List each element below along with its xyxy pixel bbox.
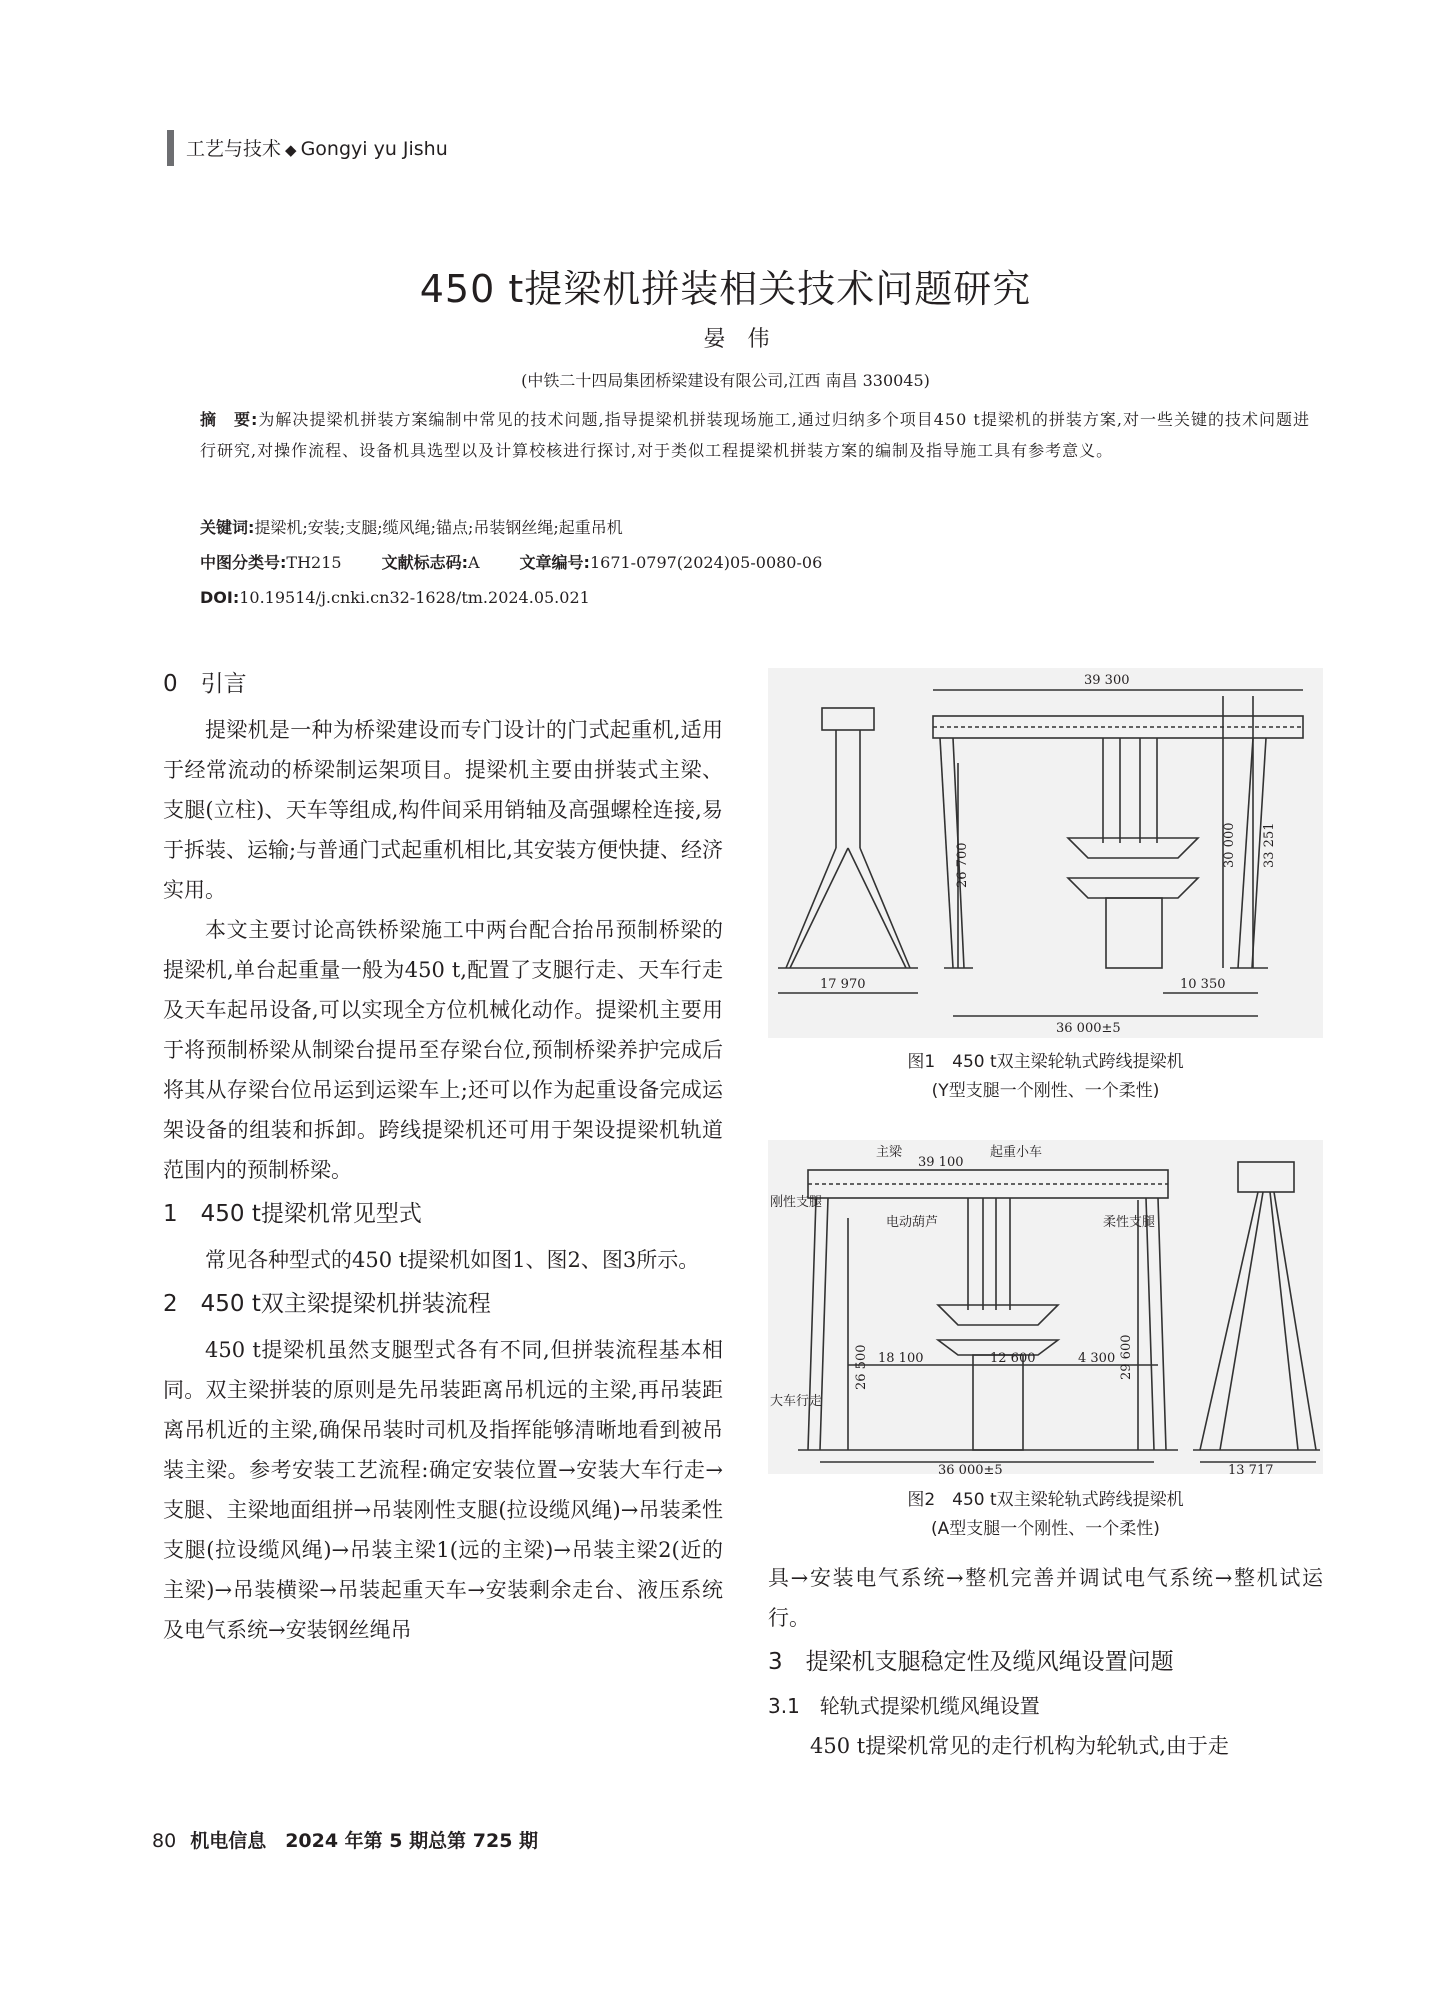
doi [200, 582, 1310, 613]
dim-base: 13 717 [1228, 1463, 1274, 1474]
keywords [200, 512, 1310, 543]
section-0-paragraph-1: 提梁机是一种为桥梁建设而专门设计的门式起重机,适用于经常流动的桥梁制运架项目。提梁机主要由拼装式主梁、支腿(立柱)、天车等组成,构件间采用销轴及高强螺栓连接,易于拆装、运输;与普通门式起重机相比,其安装方便快捷、经济实用。 [163, 718, 723, 902]
left-column [163, 660, 723, 1650]
doi-value: 10.19514/j.cnki.cn32-1628/tm.2024.05.021 [239, 588, 590, 607]
dim-left-h: 26 700 [955, 842, 970, 888]
label-trolley: 起重小车 [990, 1145, 1043, 1160]
doc-code-label: 文献标志码: [381, 553, 468, 572]
doi-label: DOI: [200, 588, 240, 607]
figure-2-caption-line-2: (A型支腿一个刚性、一个柔性) [931, 1519, 1160, 1539]
dim-base-left: 17 970 [820, 977, 866, 992]
clc-label: 中图分类号: [200, 553, 287, 572]
dim-top: 39 100 [918, 1155, 964, 1170]
figure-1-caption [768, 1048, 1323, 1106]
author: 晏伟 [703, 327, 792, 352]
trolley-side-shape [822, 708, 874, 730]
dim-d1: 18 100 [878, 1351, 924, 1366]
section-0-title: 0 引言 [163, 671, 247, 697]
footer [152, 1826, 538, 1853]
column-name: 工艺与技术 [186, 138, 282, 160]
section-2-paragraph-1-continued: 具→安装电气系统→整机完善并调试电气系统→整机试运行。 [768, 1566, 1323, 1630]
column-pinyin: Gongyi yu Jishu [300, 138, 448, 160]
label-rigid-leg: 刚性支腿 [770, 1195, 823, 1210]
right-column [768, 1558, 1323, 1766]
figure-1 [768, 668, 1323, 1038]
classification-line [200, 547, 1310, 578]
label-hoist: 电动葫芦 [886, 1215, 939, 1230]
label-main-beam: 主梁 [876, 1145, 903, 1160]
dim-span: 36 000±5 [1056, 1021, 1121, 1036]
figure-2-caption [768, 1486, 1323, 1544]
section-2-paragraph-1: 450 t提梁机虽然支腿型式各有不同,但拼装流程基本相同。双主梁拼装的原则是先吊装距离吊机远的主梁,再吊装距离吊机近的主梁,确保吊装时司机及指挥能够清晰地看到被吊装主梁。参考安装工艺流程:确定安装位置→安装大车行走→支腿、主梁地面组拼→吊装刚性支腿(拉设缆风绳)→吊装柔性支腿(拉设缆风绳)→吊装主梁1(远的主梁)→吊装主梁2(近的主梁)→吊装横梁→吊装起重天车→安装剩余走台、液压系统及电气系统→安装钢丝绳吊 [163, 1338, 723, 1642]
abstract [200, 404, 1310, 466]
clc-value: TH215 [286, 553, 342, 572]
figure-1-caption-line-1: 图1 450 t双主梁轮轨式跨线提梁机 [907, 1052, 1184, 1072]
figure-2-caption-line-1: 图2 450 t双主梁轮轨式跨线提梁机 [907, 1490, 1184, 1510]
paper-title: 450 t提梁机拼装相关技术问题研究 [419, 267, 1032, 311]
label-travel: 大车行走 [770, 1394, 823, 1409]
section-1-paragraph-1: 常见各种型式的450 t提梁机如图1、图2、图3所示。 [205, 1248, 700, 1272]
dim-d2: 12 600 [990, 1351, 1036, 1366]
dim-top: 39 300 [1084, 673, 1130, 688]
dim-h2: 29 600 [1119, 1334, 1134, 1380]
affiliation: (中铁二十四局集团桥梁建设有限公司,江西 南昌 330045) [521, 371, 930, 390]
dim-right-h2: 33 251 [1262, 822, 1277, 868]
diamond-icon: ◆ [285, 141, 297, 159]
abstract-label: 摘 要: [200, 410, 259, 429]
running-header [186, 134, 448, 161]
section-1-title: 1 450 t提梁机常见型式 [163, 1201, 422, 1227]
label-flex-leg: 柔性支腿 [1103, 1215, 1156, 1230]
dim-base-right: 10 350 [1180, 977, 1226, 992]
section-2-title: 2 450 t双主梁提梁机拼装流程 [163, 1291, 491, 1317]
article-no-label: 文章编号: [519, 553, 590, 572]
page-number: 80 [152, 1830, 177, 1852]
abstract-text: 为解决提梁机拼装方案编制中常见的技术问题,指导提梁机拼装现场施工,通过归纳多个项目450 t提梁机的拼装方案,对一些关键的技术问题进行研究,对操作流程、设备机具选型以及计算校核进行探讨,对于类似工程提梁机拼装方案的编制及指导施工具有参考意义。 [200, 410, 1310, 460]
figure-1-caption-line-2: (Y型支腿一个刚性、一个柔性) [931, 1081, 1160, 1101]
figure-1-drawing [768, 668, 1323, 1038]
keywords-text: 提梁机;安装;支腿;缆风绳;锚点;吊装钢丝绳;起重吊机 [254, 518, 623, 537]
section-3-title: 3 提梁机支腿稳定性及缆风绳设置问题 [768, 1649, 1174, 1675]
dim-d3: 4 300 [1078, 1351, 1116, 1366]
journal-info: 机电信息 2024 年第 5 期总第 725 期 [190, 1830, 539, 1852]
section-3-1-title: 3.1 轮轨式提梁机缆风绳设置 [768, 1694, 1040, 1718]
doc-code-value: A [467, 553, 480, 572]
keywords-label: 关键词: [200, 518, 255, 537]
article-no-value: 1671-0797(2024)05-0080-06 [589, 553, 823, 572]
section-0-paragraph-2: 本文主要讨论高铁桥梁施工中两台配合抬吊预制桥梁的提梁机,单台起重量一般为450 t,配置了支腿行走、天车行走及天车起吊设备,可以实现全方位机械化动作。提梁机主要用于将预制桥梁从制梁台提吊至存梁台位,预制桥梁养护完成后将其从存梁台位吊运到运梁车上;还可以作为起重设备完成运架设备的组装和拆卸。跨线提梁机还可用于架设提梁机轨道范围内的预制桥梁。 [163, 918, 723, 1182]
dim-right-h1: 30 000 [1222, 822, 1237, 868]
dim-span: 36 000±5 [938, 1463, 1003, 1474]
section-3-1-paragraph-1: 450 t提梁机常见的走行机构为轮轨式,由于走 [810, 1734, 1229, 1758]
figure-2 [768, 1140, 1323, 1474]
figure-2-drawing [768, 1140, 1323, 1474]
dim-h1: 26 500 [854, 1344, 869, 1390]
header-bar [167, 130, 174, 166]
